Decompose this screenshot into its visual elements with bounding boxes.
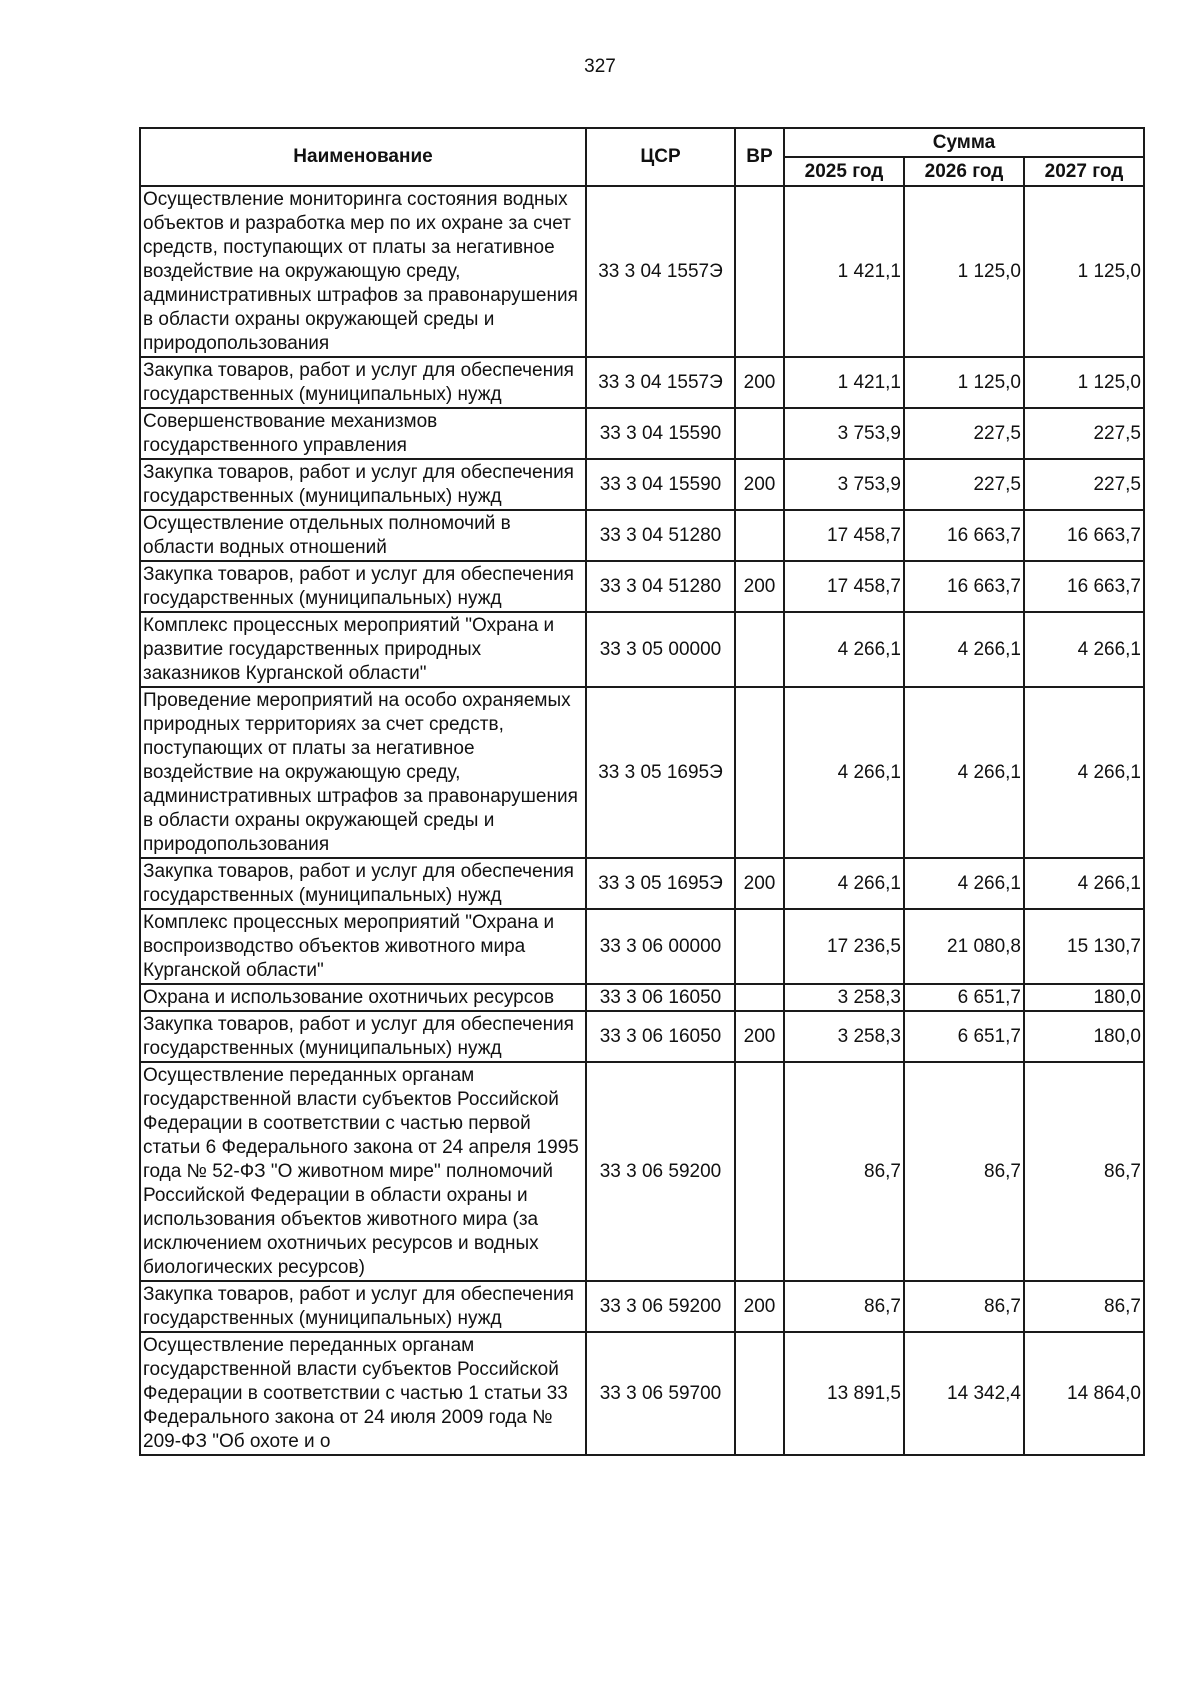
cell-amount-2025: 4 266,1 (784, 612, 904, 687)
cell-vr (735, 909, 784, 984)
cell-amount-2025: 17 236,5 (784, 909, 904, 984)
cell-amount-2025: 3 258,3 (784, 984, 904, 1011)
cell-amount-2027: 86,7 (1024, 1062, 1144, 1281)
table-header (140, 128, 1144, 186)
cell-amount-2025: 86,7 (784, 1062, 904, 1281)
cell-amount-2026: 4 266,1 (904, 687, 1024, 858)
cell-vr: 200 (735, 561, 784, 612)
cell-amount-2026: 1 125,0 (904, 186, 1024, 357)
table-row (140, 357, 1144, 408)
header-csr: ЦСР (586, 128, 735, 186)
cell-amount-2027: 4 266,1 (1024, 858, 1144, 909)
table-row (140, 1281, 1144, 1332)
cell-amount-2026: 4 266,1 (904, 858, 1024, 909)
cell-vr: 200 (735, 459, 784, 510)
cell-amount-2026: 6 651,7 (904, 1011, 1024, 1062)
table-row (140, 1062, 1144, 1281)
header-vr: ВР (735, 128, 784, 186)
cell-amount-2027: 180,0 (1024, 1011, 1144, 1062)
cell-csr: 33 3 06 00000 (586, 909, 735, 984)
header-sum: Сумма (784, 128, 1144, 157)
cell-csr: 33 3 04 1557Э (586, 357, 735, 408)
cell-amount-2026: 227,5 (904, 459, 1024, 510)
cell-csr: 33 3 06 16050 (586, 984, 735, 1011)
cell-csr: 33 3 06 16050 (586, 1011, 735, 1062)
cell-vr (735, 1332, 784, 1455)
cell-amount-2027: 227,5 (1024, 459, 1144, 510)
cell-csr: 33 3 04 15590 (586, 408, 735, 459)
cell-amount-2025: 86,7 (784, 1281, 904, 1332)
cell-amount-2027: 86,7 (1024, 1281, 1144, 1332)
header-year-2027: 2027 год (1024, 157, 1144, 186)
table-row (140, 510, 1144, 561)
cell-amount-2027: 14 864,0 (1024, 1332, 1144, 1455)
cell-amount-2026: 16 663,7 (904, 561, 1024, 612)
cell-vr (735, 687, 784, 858)
cell-amount-2025: 3 753,9 (784, 459, 904, 510)
table-row (140, 186, 1144, 357)
cell-vr (735, 984, 784, 1011)
cell-amount-2026: 14 342,4 (904, 1332, 1024, 1455)
cell-name: Закупка товаров, работ и услуг для обеспечения государственных (муниципальных) нужд (140, 858, 586, 909)
cell-name: Закупка товаров, работ и услуг для обеспечения государственных (муниципальных) нужд (140, 1281, 586, 1332)
cell-amount-2025: 3 258,3 (784, 1011, 904, 1062)
cell-name: Проведение мероприятий на особо охраняемых природных территориях за счет средств, поступающих от платы за негативное воздействие на окружающую среду, административных штрафов за правонарушения в области охраны окружающей среды и природопользования (140, 687, 586, 858)
cell-amount-2027: 4 266,1 (1024, 612, 1144, 687)
cell-amount-2027: 15 130,7 (1024, 909, 1144, 984)
cell-csr: 33 3 04 1557Э (586, 186, 735, 357)
cell-csr: 33 3 06 59200 (586, 1281, 735, 1332)
cell-name: Осуществление отдельных полномочий в области водных отношений (140, 510, 586, 561)
cell-amount-2026: 227,5 (904, 408, 1024, 459)
table-row (140, 984, 1144, 1011)
table-row (140, 1332, 1144, 1455)
cell-amount-2025: 1 421,1 (784, 357, 904, 408)
cell-name: Осуществление мониторинга состояния водных объектов и разработка мер по их охране за счет средств, поступающих от платы за негативное воздействие на окружающую среду, административных штрафов за правонарушения в области охраны окружающей среды и природопользования (140, 186, 586, 357)
cell-amount-2025: 1 421,1 (784, 186, 904, 357)
cell-csr: 33 3 04 51280 (586, 510, 735, 561)
cell-amount-2025: 17 458,7 (784, 561, 904, 612)
cell-vr: 200 (735, 858, 784, 909)
header-year-2025: 2025 год (784, 157, 904, 186)
cell-csr: 33 3 04 51280 (586, 561, 735, 612)
table-row (140, 459, 1144, 510)
table-row (140, 1011, 1144, 1062)
cell-amount-2025: 17 458,7 (784, 510, 904, 561)
cell-amount-2025: 3 753,9 (784, 408, 904, 459)
table-row (140, 909, 1144, 984)
table-row (140, 687, 1144, 858)
cell-vr (735, 408, 784, 459)
cell-name: Осуществление переданных органам государственной власти субъектов Российской Федерации в соответствии с частью первой статьи 6 Федерального закона от 24 апреля 1995 года № 52-ФЗ "О животном мире" полномочий Российской Федерации в области охраны и использования объектов животного мира (за исключением охотничьих ресурсов и водных биологических ресурсов) (140, 1062, 586, 1281)
cell-vr (735, 612, 784, 687)
cell-amount-2026: 6 651,7 (904, 984, 1024, 1011)
cell-amount-2025: 4 266,1 (784, 687, 904, 858)
table-row (140, 612, 1144, 687)
cell-name: Совершенствование механизмов государственного управления (140, 408, 586, 459)
cell-name: Комплекс процессных мероприятий "Охрана и воспроизводство объектов животного мира Курганской области" (140, 909, 586, 984)
cell-name: Закупка товаров, работ и услуг для обеспечения государственных (муниципальных) нужд (140, 1011, 586, 1062)
cell-amount-2026: 16 663,7 (904, 510, 1024, 561)
cell-amount-2026: 1 125,0 (904, 357, 1024, 408)
cell-vr (735, 1062, 784, 1281)
cell-amount-2027: 180,0 (1024, 984, 1144, 1011)
cell-csr: 33 3 05 1695Э (586, 687, 735, 858)
cell-vr (735, 186, 784, 357)
cell-csr: 33 3 06 59700 (586, 1332, 735, 1455)
cell-name: Закупка товаров, работ и услуг для обеспечения государственных (муниципальных) нужд (140, 561, 586, 612)
header-name: Наименование (140, 128, 586, 186)
header-year-2026: 2026 год (904, 157, 1024, 186)
cell-amount-2027: 1 125,0 (1024, 186, 1144, 357)
cell-amount-2025: 13 891,5 (784, 1332, 904, 1455)
cell-amount-2027: 16 663,7 (1024, 510, 1144, 561)
cell-amount-2027: 227,5 (1024, 408, 1144, 459)
cell-amount-2027: 16 663,7 (1024, 561, 1144, 612)
cell-amount-2026: 4 266,1 (904, 612, 1024, 687)
table-row (140, 858, 1144, 909)
cell-amount-2026: 86,7 (904, 1062, 1024, 1281)
cell-amount-2026: 21 080,8 (904, 909, 1024, 984)
cell-amount-2027: 1 125,0 (1024, 357, 1144, 408)
cell-vr: 200 (735, 357, 784, 408)
cell-name: Закупка товаров, работ и услуг для обеспечения государственных (муниципальных) нужд (140, 459, 586, 510)
cell-name: Комплекс процессных мероприятий "Охрана и развитие государственных природных заказников Курганской области" (140, 612, 586, 687)
cell-amount-2025: 4 266,1 (784, 858, 904, 909)
budget-table (139, 127, 1145, 1456)
cell-csr: 33 3 06 59200 (586, 1062, 735, 1281)
cell-amount-2027: 4 266,1 (1024, 687, 1144, 858)
cell-vr: 200 (735, 1011, 784, 1062)
page-number: 327 (584, 56, 616, 77)
table-body (140, 186, 1144, 1455)
cell-amount-2026: 86,7 (904, 1281, 1024, 1332)
cell-vr: 200 (735, 1281, 784, 1332)
cell-name: Осуществление переданных органам государственной власти субъектов Российской Федерации в соответствии с частью 1 статьи 33 Федерального закона от 24 июля 2009 года № 209-ФЗ "Об охоте и о (140, 1332, 586, 1455)
cell-csr: 33 3 05 1695Э (586, 858, 735, 909)
table-row (140, 561, 1144, 612)
cell-csr: 33 3 04 15590 (586, 459, 735, 510)
cell-vr (735, 510, 784, 561)
table-row (140, 408, 1144, 459)
cell-name: Охрана и использование охотничьих ресурсов (140, 984, 586, 1011)
cell-csr: 33 3 05 00000 (586, 612, 735, 687)
cell-name: Закупка товаров, работ и услуг для обеспечения государственных (муниципальных) нужд (140, 357, 586, 408)
